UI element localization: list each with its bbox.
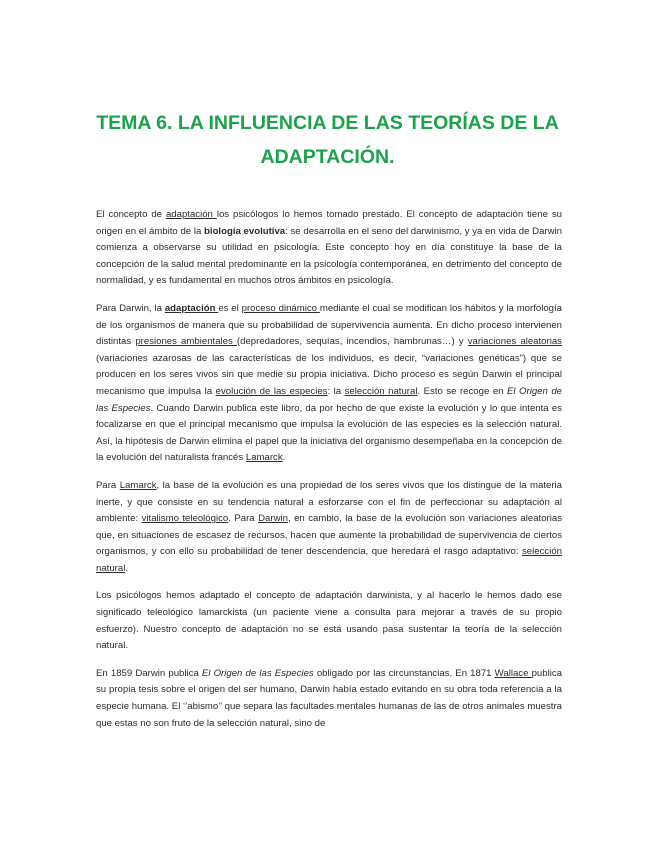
text-run: . Esto se recoge en: [417, 385, 507, 397]
text-run: selección natural: [96, 546, 562, 574]
paragraph: [96, 666, 562, 732]
text-run: , en cambio, la base de la evolución son variaciones aleatorias que, en situaciones de escasez de recursos, hacen que aumente la probabilidad de supervivencia de ciertos organismos, y con ello su probabilidad de tener descendencia, que heredará el rasgo adaptativo:: [96, 513, 563, 558]
text-run: .: [125, 562, 129, 574]
text-run: Darwin: [258, 513, 288, 525]
text-run: . Cuando Darwin publica este libro, da por hecho de que existe la evolución y lo que intenta es focalizarse en que el principal mecanismo que impulsa la evolución de las especies es la selección natural. Así, la hipótesis de Darwin elimina el papel que la iniciativa del organismo desempeñaba en la concepción de la evolución del naturalista francés: [96, 402, 563, 464]
text-run: Para Darwin, la: [96, 302, 165, 314]
text-run: vitalismo teleológico: [141, 513, 229, 525]
text-run: (depredadores, sequías, incendios, hambrunas…) y: [236, 336, 468, 348]
text-run: Wallace: [494, 667, 532, 679]
paragraph: [96, 588, 562, 654]
text-run: En 1859 Darwin publica: [96, 667, 202, 679]
paragraph: [96, 301, 562, 467]
text-run: (variaciones azarosas de las características de los individuos, es decir, “variaciones genéticas”) que se producen en los seres vivos sin que medie su propia iniciativa. Dicho proceso es según Darwin el principal mecanismo que impulsa la: [96, 352, 562, 397]
text-run: : se desarrolla en el seno del darwinismo, y ya en vida de Darwin comienza a observarse su utilidad en psicología. Este concepto hoy en día constituye la base de la concepción de la salud mental predominante en la psicología contemporánea, en detrimento del concepto de normalidad, y es fundamental en muchos otros ámbitos en psicología.: [96, 225, 563, 287]
text-run: . Para: [228, 513, 259, 525]
document-body: [96, 207, 562, 743]
text-run: presiones ambientales: [135, 336, 237, 348]
text-run: : la: [327, 385, 345, 397]
text-run: Lamarck: [119, 479, 157, 491]
text-run: selección natural: [344, 385, 418, 397]
text-run: evolución de las especies: [215, 385, 328, 397]
text-run: biología evolutiva: [204, 225, 286, 237]
text-run: Para: [96, 479, 120, 491]
text-run: mediante el cual se modifican los hábitos y la morfología de los organismos de manera que su probabilidad de supervivencia aumenta. En dicho proceso intervienen distintas: [96, 302, 563, 348]
text-run: publica su propia tesis sobre el origen del ser humano, Darwin había estado evitando en su obra toda referencia a la especie humana. El ‘’abismo’’ que separa las facultades mentales humanas de las de otros animales muestra que estas no son fruto de la selección natural, sino de: [96, 667, 562, 729]
text-run: adaptación: [165, 209, 217, 220]
text-run: proceso dinámico: [241, 302, 320, 314]
text-run: los psicólogos lo hemos tomado prestado. El concepto de adaptación tiene su origen en el ámbito de la: [96, 209, 563, 237]
text-run: variaciones aleatorias: [467, 336, 562, 348]
text-run: adaptación: [164, 302, 219, 314]
paragraph: [96, 207, 562, 290]
text-run: .: [282, 452, 286, 464]
page-title: TEMA 6. LA INFLUENCIA DE LAS TEORÍAS DE LA ADAPTACIÓN.: [96, 112, 559, 168]
text-run: El concepto de: [96, 209, 166, 220]
paragraph: [96, 478, 562, 578]
text-run: Lamarck: [245, 452, 283, 464]
text-run: El Origen de las Especies: [96, 385, 563, 414]
text-run: es el: [218, 302, 242, 314]
text-run: obligado por las circunstancias. En 1871: [313, 667, 495, 679]
text-run: Los psicólogos hemos adaptado el concepto de adaptación darwinista, y al hacerlo le hemos dado ese significado teleológico lamarckista (un paciente viene a consulta para mejorar a través de su propio esfuerzo). Nuestro concepto de adaptación no se está usando pasa sustentar la teoría de la selección natural.: [96, 590, 562, 652]
text-run: El Origen de las Especies: [201, 667, 314, 679]
text-run: , la base de la evolución es una propiedad de los seres vivos que los distingue de la materia inerte, y que consiste en su tendencia natural a esforzarse con el fin de perfeccionar su adaptación al ambiente:: [96, 479, 562, 525]
